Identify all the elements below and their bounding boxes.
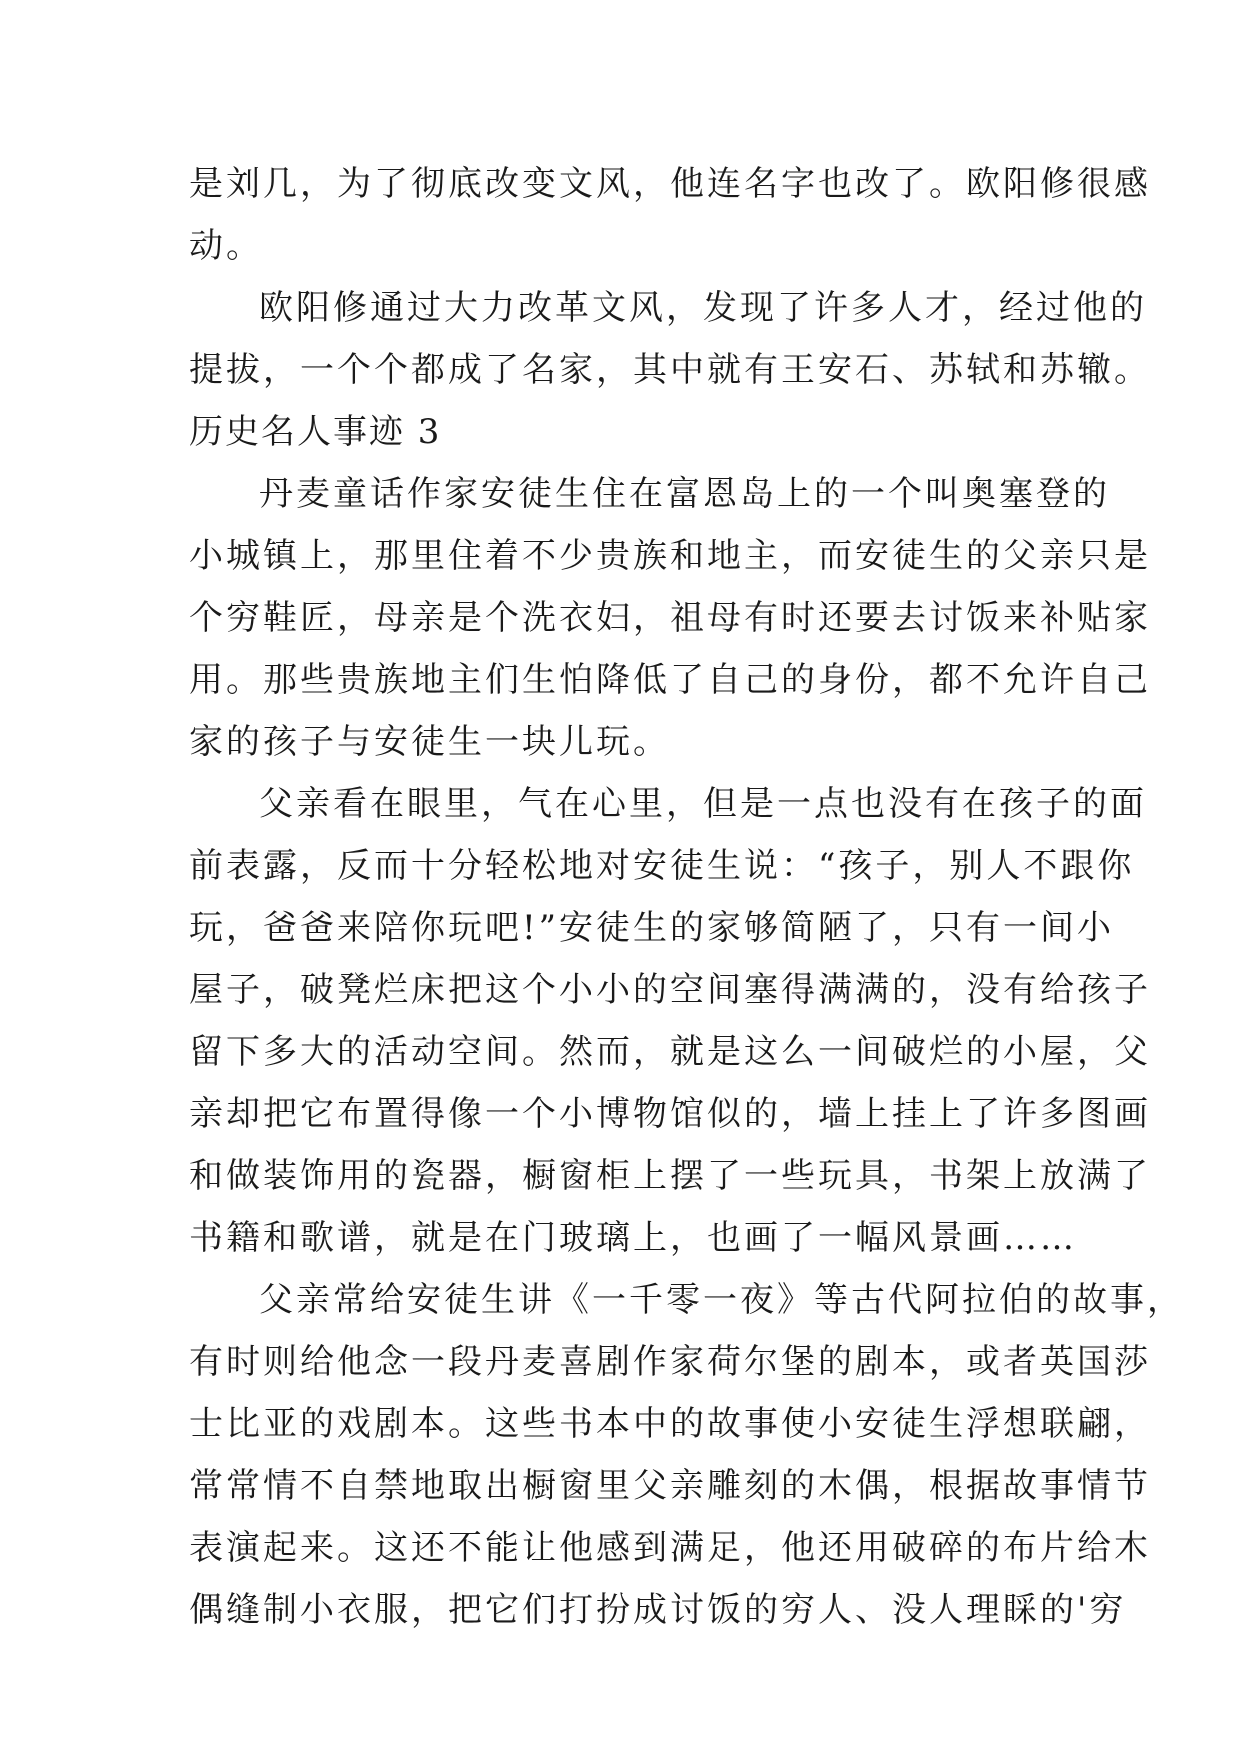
text-line: 亲却把它布置得像一个小博物馆似的，墙上挂上了许多图画 [189,1094,1151,1134]
paragraph [189,463,1151,773]
text-line: 父亲常给安徒生讲《一千零一夜》等古代阿拉伯的故事， [259,1280,1184,1320]
text-line: 书籍和歌谱，就是在门玻璃上，也画了一幅风景画…… [189,1218,1077,1258]
text-line: 前表露，反而十分轻松地对安徒生说：“孩子，别人不跟你 [189,846,1135,886]
text-line: 家的孩子与安徒生一块儿玩。 [189,722,670,762]
paragraph [189,1269,1184,1641]
text-line: 父亲看在眼里，气在心里，但是一点也没有在孩子的面 [259,784,1147,824]
text-line: 留下多大的活动空间。然而，就是这么一间破烂的小屋，父 [189,1032,1151,1072]
text-line: 偶缝制小衣服，把它们打扮成讨饭的穷人、没人理睬的'穷 [189,1590,1127,1630]
text-line: 玩，爸爸来陪你玩吧!”安徒生的家够简陋了，只有一间小 [189,908,1115,948]
text-line: 动。 [189,226,263,266]
text-line: 士比亚的戏剧本。这些书本中的故事使小安徒生浮想联翩， [189,1404,1151,1444]
text-line: 欧阳修通过大力改革文风，发现了许多人才，经过他的 [259,288,1147,328]
text-line: 用。那些贵族地主们生怕降低了自己的身份，都不允许自己 [189,660,1151,700]
text-line: 是刘几，为了彻底改变文风，他连名字也改了。欧阳修很感 [189,164,1151,204]
text-line: 有时则给他念一段丹麦喜剧作家荷尔堡的剧本，或者英国莎 [189,1342,1151,1382]
text-line: 表演起来。这还不能让他感到满足，他还用破碎的布片给木 [189,1528,1151,1568]
section-heading [189,401,1059,463]
paragraph [189,277,1151,401]
text-line: 丹麦童话作家安徒生住在富恩岛上的一个叫奥塞登的 [259,474,1110,514]
paragraph [189,153,1151,277]
paragraph [189,773,1151,1269]
document-body [189,153,1184,1641]
section-heading-text: 历史名人事迹 3 [189,412,442,452]
text-line: 小城镇上，那里住着不少贵族和地主，而安徒生的父亲只是 [189,536,1151,576]
text-line: 常常情不自禁地取出橱窗里父亲雕刻的木偶，根据故事情节 [189,1466,1151,1506]
text-line: 屋子，破凳烂床把这个小小的空间塞得满满的，没有给孩子 [189,970,1151,1010]
text-line: 个穷鞋匠，母亲是个洗衣妇，祖母有时还要去讨饭来补贴家 [189,598,1151,638]
text-line: 和做装饰用的瓷器，橱窗柜上摆了一些玩具，书架上放满了 [189,1156,1151,1196]
text-line: 提拔，一个个都成了名家，其中就有王安石、苏轼和苏辙。 [189,350,1151,390]
